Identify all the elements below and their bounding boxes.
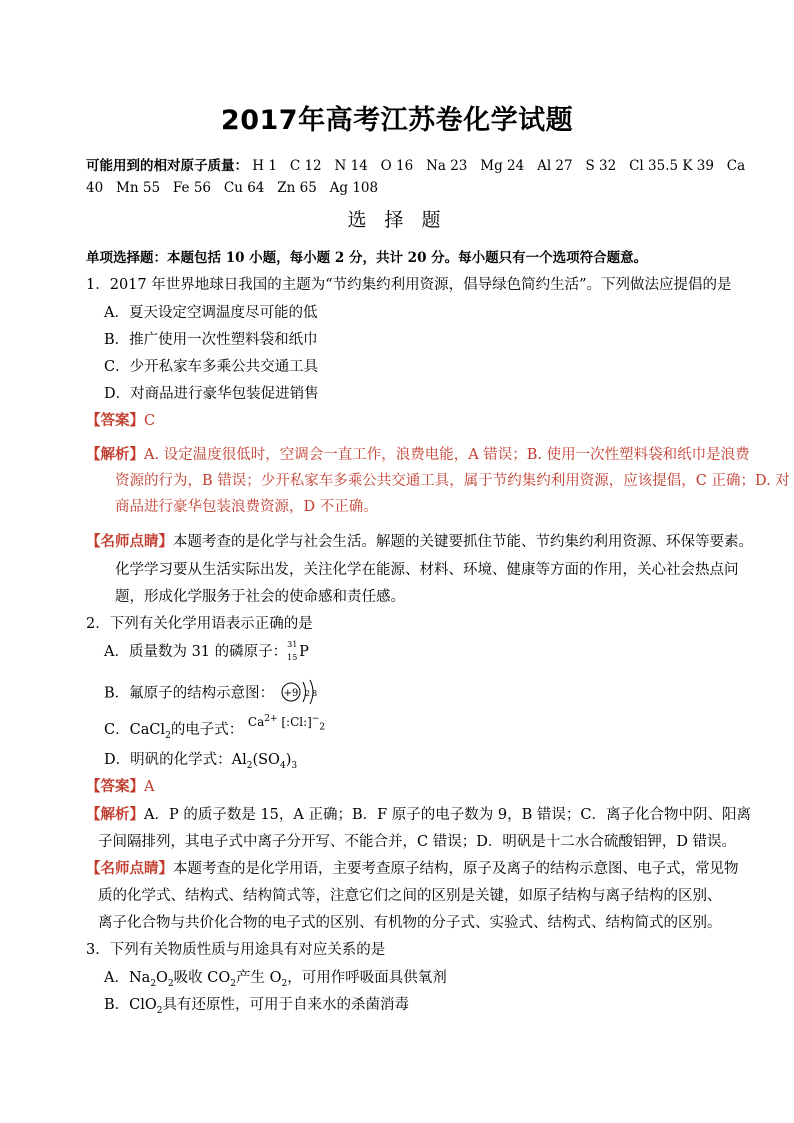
subscript-2: 4: [279, 760, 286, 771]
section-title: 选 择 题: [347, 209, 447, 231]
element-symbol: P: [299, 644, 309, 660]
q2-option-c: [104, 714, 326, 741]
subscript-3: 2: [230, 978, 236, 989]
formula-o: O: [156, 970, 168, 986]
subscript-1: 2: [246, 760, 253, 771]
option-text-4: ，可用作呼吸面具供氧剂: [287, 970, 447, 986]
subscript-2: 2: [167, 978, 174, 989]
atomic-mass-label: 可能用到的相对原子质量：: [86, 158, 248, 174]
option-text: B．氟原子的结构示意图：: [104, 685, 275, 702]
formula-close: ): [285, 752, 292, 768]
q1-stem: 1．2017 年世界地球日我国的主题为“节约集约利用资源，倡导绿色简约生活”。下列做法应提倡的是: [86, 277, 732, 293]
q2-comment-line-2: 质的化学式、结构式、结构简式等，注意它们之间的区别是关键，如原子结构与离子结构的区别、: [98, 888, 722, 904]
q1-option-a: A．夏天设定空调温度尽可能的低: [104, 305, 318, 321]
subscript: 2: [156, 1005, 163, 1016]
answer-value: C: [144, 413, 156, 429]
q1-comment-line-3: 题，形成化学服务于社会的使命感和责任感。: [115, 589, 405, 605]
q1-comment-line-2: 化学学习要从生活实际出发，关注化学在能源、材料、环境、健康等方面的作用，关心社会热点问: [115, 562, 739, 578]
comment-text: 本题考查的是化学与社会生活。解题的关键要抓住节能、节约集约利用资源、环保等要素。: [173, 534, 753, 550]
answer-tag: 【答案】: [86, 778, 144, 795]
instruction-text: 单项选择题：本题包括 10 小题，每小题 2 分，共计 20 分。每小题只有一个选项符合题意。: [86, 250, 648, 266]
subscript-4: 2: [281, 978, 288, 989]
q1-comment-line-1: [86, 530, 753, 551]
answer-value: A: [144, 779, 155, 795]
q2-analysis-line-1: [86, 803, 751, 824]
atomic-mass-values-1: H 1 C 12 N 14 O 16 Na 23 Mg 24 Al 27 S 32 Cl 35.5 K 39 Ca: [252, 158, 746, 174]
nuclide-notation: [287, 640, 299, 662]
atom-structure-diagram: [279, 677, 323, 707]
mass-number: 31: [287, 640, 298, 649]
q1-option-d: D．对商品进行豪华包装促进销售: [104, 386, 319, 402]
option-text: D．明矾的化学式：Al: [104, 752, 247, 768]
analysis-tag: 【解析】: [86, 446, 144, 463]
shell-electrons-1: 2: [304, 689, 310, 698]
subscript-3: 3: [291, 760, 298, 771]
q1-analysis-line-3: 商品进行豪华包装浪费资源，D 不正确。: [115, 499, 378, 515]
q2-option-b: [104, 677, 323, 707]
comment-text: 本题考查的是化学用语，主要考查原子结构，原子及离子的结构示意图、电子式，常见物: [173, 861, 739, 877]
atomic-number: 15: [287, 653, 298, 662]
option-text-2: 具有还原性，可用于自来水的杀菌消毒: [162, 997, 410, 1013]
option-text: C．CaCl: [104, 722, 166, 738]
q2-option-d: [104, 748, 297, 771]
option-text: B．ClO: [104, 997, 157, 1013]
subscript: 2: [165, 730, 171, 741]
shell-electrons-2: 8: [311, 689, 317, 698]
option-text-2: 吸收 CO: [173, 970, 231, 986]
q2-comment-line-3: 离子化合物与共价化合物的电子式的区别、有机物的分子式、实验式、结构式、结构简式的区别。: [98, 915, 722, 931]
anion-count: 2: [319, 722, 326, 733]
cation: Ca: [247, 715, 265, 729]
q1-option-c: C．少开私家车多乘公共交通工具: [104, 359, 319, 375]
cation-charge: 2+: [264, 714, 278, 724]
q2-option-a: [104, 640, 309, 661]
page-title: 2017年高考江苏卷化学试题: [220, 105, 574, 136]
option-text-3: 产生 O: [236, 970, 282, 986]
atomic-mass-line-1: [86, 154, 745, 174]
q2-answer: [86, 775, 154, 796]
option-text: A．质量数为 31 的磷原子：: [104, 644, 288, 660]
formula-mid: (SO: [252, 752, 280, 768]
option-text-2: 的电子式：: [170, 722, 244, 738]
q2-comment-line-1: [86, 857, 739, 878]
q3-option-a: [104, 966, 447, 989]
q1-analysis-line-1: [86, 443, 750, 464]
anion-charge: −: [311, 714, 320, 724]
atomic-mass-values-2: 40 Mn 55 Fe 56 Cu 64 Zn 65 Ag 108: [86, 180, 379, 196]
analysis-text: A．P 的质子数是 15，A 正确；B．F 原子的电子数为 9，B 错误；C．离子化合物中阴、阳离: [144, 807, 751, 823]
anion: [:Cl:]: [281, 715, 312, 729]
electron-formula: [247, 714, 326, 733]
q1-option-b: B．推广使用一次性塑料袋和纸巾: [104, 332, 318, 348]
q2-stem: 2．下列有关化学用语表示正确的是: [86, 616, 313, 632]
analysis-tag: 【解析】: [86, 806, 144, 823]
comment-tag: 【名师点睛】: [86, 533, 173, 550]
q1-analysis-line-2: 资源的行为，B 错误；少开私家车多乘公共交通工具，属于节约集约利用资源，应该提倡，C 正确；D. 对: [115, 473, 790, 489]
q3-option-b: [104, 993, 409, 1016]
answer-tag: 【答案】: [86, 412, 144, 429]
analysis-text: A. 设定温度很低时，空调会一直工作，浪费电能，A 错误；B. 使用一次性塑料袋和纸巾是浪费: [144, 447, 750, 463]
nucleus-charge: +9: [283, 688, 299, 699]
q1-answer: [86, 409, 155, 430]
option-text: A．Na: [104, 970, 151, 986]
q3-stem: 3．下列有关物质性质与用途具有对应关系的是: [86, 942, 386, 958]
q2-analysis-line-2: 子间隔排列，其电子式中离子分开写、不能合并，C 错误；D．明矾是十二水合硫酸铝钾，D 错误。: [98, 834, 737, 850]
subscript-1: 2: [150, 978, 157, 989]
comment-tag: 【名师点睛】: [86, 860, 173, 877]
